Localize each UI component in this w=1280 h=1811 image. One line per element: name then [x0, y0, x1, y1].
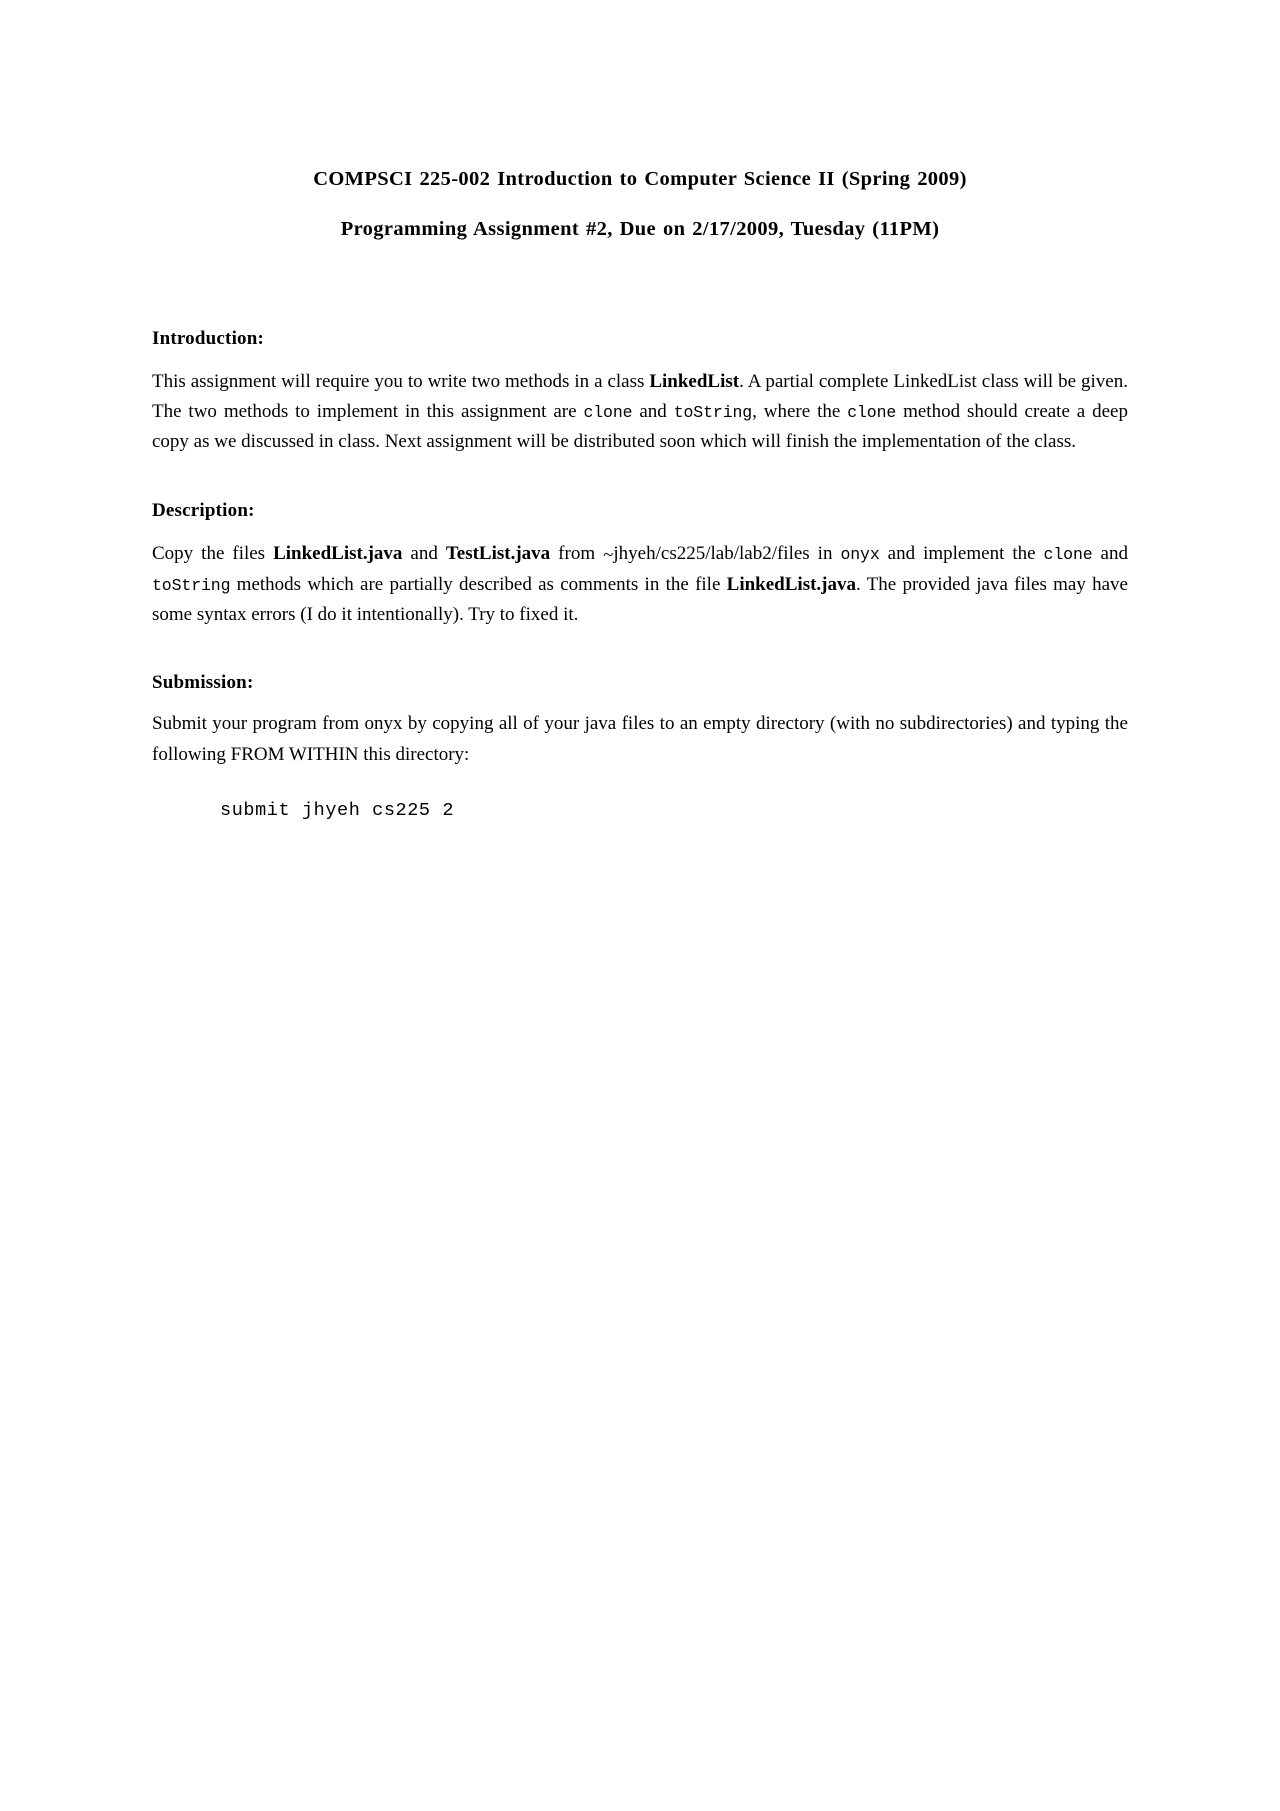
- intro-code-tostring: toString: [673, 403, 753, 423]
- intro-text-4: , where the: [752, 401, 848, 423]
- intro-text-3: and: [632, 401, 674, 423]
- intro-code-clone-2: clone: [847, 403, 897, 423]
- desc-text-1: Copy the files: [152, 542, 274, 564]
- desc-bold-linkedlist-java-2: LinkedList.java: [726, 574, 856, 596]
- intro-text-2: . A partial complete LinkedList class will be given. The two methods to implement in this assignment are: [152, 371, 1128, 423]
- desc-text-4: jhyeh/cs225/lab/lab2/files in: [613, 542, 841, 564]
- submission-command: submit jhyeh cs225 2: [220, 799, 455, 821]
- desc-tilde-symbol: ~: [603, 544, 614, 566]
- document-title-line-1: COMPSCI 225-002 Introduction to Computer Science II (Spring 2009): [313, 167, 967, 190]
- section-heading-description: Description:: [152, 499, 255, 521]
- desc-bold-linkedlist-java-1: LinkedList.java: [273, 542, 403, 564]
- desc-code-onyx: onyx: [840, 544, 880, 564]
- document-content: [152, 150, 1128, 821]
- desc-text-2: and: [402, 542, 446, 564]
- submission-paragraph: Submit your program from onyx by copying all of your java files to an empty directory (with no subdirectories) and typing the following FROM WITHIN this directory:: [152, 713, 1128, 765]
- document-title-line-2: Programming Assignment #2, Due on 2/17/2009, Tuesday (11PM): [340, 218, 940, 241]
- desc-code-clone: clone: [1043, 544, 1093, 564]
- desc-text-3: from: [550, 542, 604, 564]
- desc-text-8: . The provided java files may have some syntax errors (I do it intentionally). Try to fixed it.: [152, 574, 1128, 626]
- introduction-paragraph: [152, 367, 1128, 457]
- desc-bold-testlist-java: TestList.java: [445, 542, 551, 564]
- section-heading-introduction: Introduction:: [152, 328, 265, 350]
- desc-text-7: methods which are partially described as comments in the file: [230, 574, 727, 596]
- intro-bold-linkedlist: LinkedList: [649, 371, 740, 393]
- intro-text-1: This assignment will require you to write two methods in a class: [152, 371, 650, 393]
- intro-code-clone-1: clone: [583, 403, 633, 423]
- desc-code-tostring: toString: [152, 576, 231, 596]
- intro-text-5: method should create a deep copy as we discussed in class. Next assignment will be distributed soon which will finish the implementation of the class.: [152, 401, 1128, 453]
- desc-text-5: and implement the: [879, 542, 1044, 564]
- desc-text-6: and: [1092, 542, 1128, 564]
- description-paragraph: [152, 539, 1128, 631]
- section-heading-submission: Submission:: [152, 672, 254, 694]
